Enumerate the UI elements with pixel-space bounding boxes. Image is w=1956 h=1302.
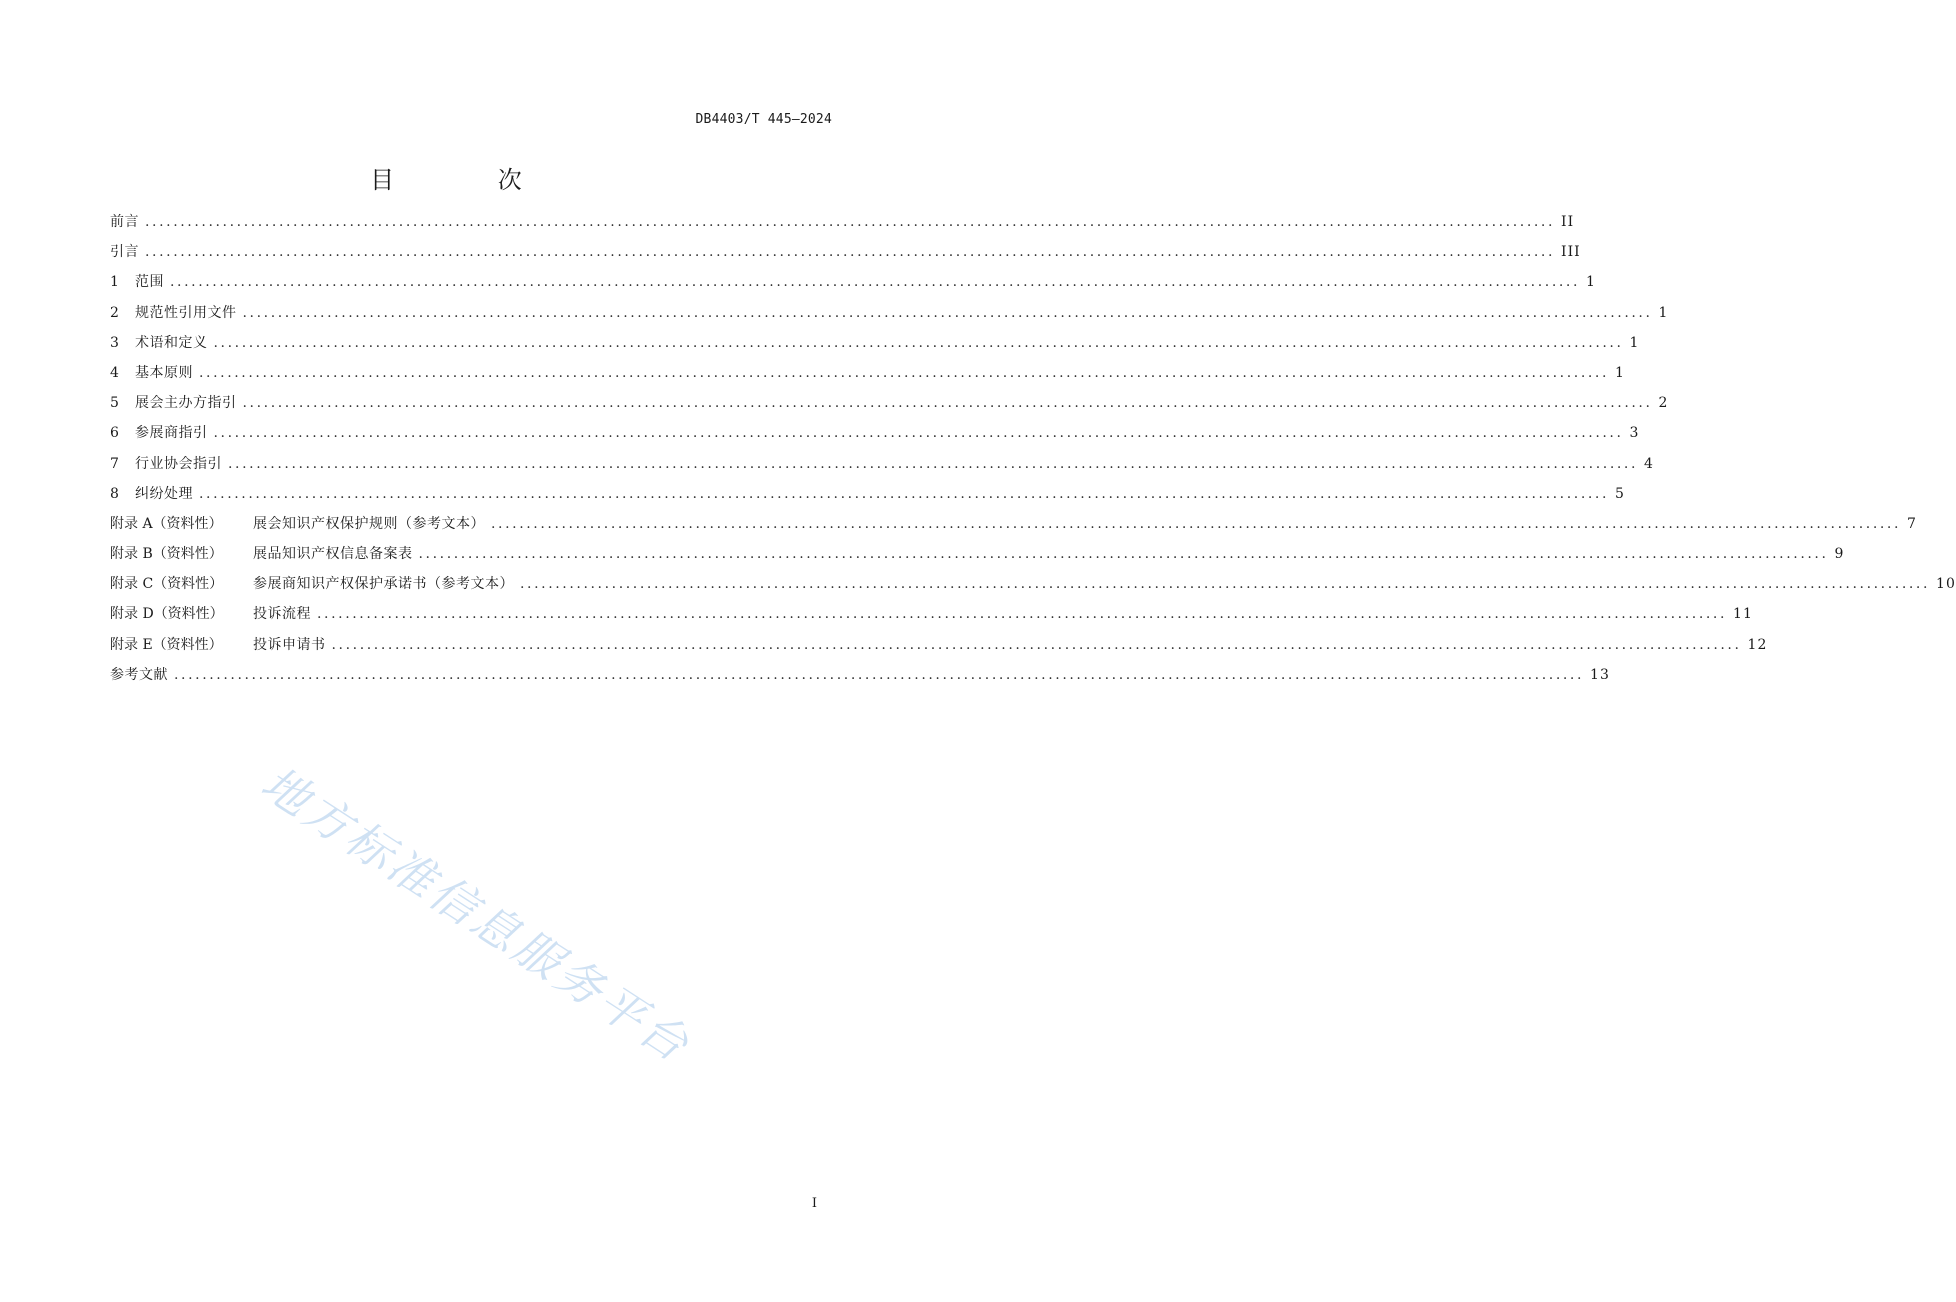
toc-entry-number: 3	[110, 334, 119, 351]
toc-entry-title: 参展商指引	[135, 425, 208, 442]
toc-entry-page: 9	[1834, 546, 1845, 563]
toc-entry-title: 基本原则	[135, 364, 193, 381]
toc-entry-page: 1	[1615, 364, 1625, 381]
toc-entry-page: 12	[1747, 636, 1768, 653]
toc-dot-leader: ........................................................................................................................................................................................................	[491, 515, 1902, 532]
toc-entry-title: 参展商知识产权保护承诺书（参考文本）	[253, 576, 514, 593]
toc-entry-page: 1	[1658, 304, 1669, 321]
toc-entry-page: 1	[1586, 274, 1596, 291]
toc-entry-appendix-label: 附录 E（资料性）	[110, 636, 223, 653]
table-of-contents	[110, 207, 1956, 690]
toc-entry-page: 3	[1629, 425, 1640, 442]
toc-dot-leader: ........................................................................................................................................................................................................	[199, 485, 1610, 502]
toc-entry[interactable]	[110, 539, 1845, 569]
toc-entry[interactable]	[110, 599, 1753, 629]
toc-entry-number: 1	[110, 274, 119, 291]
toc-entry[interactable]	[110, 509, 1917, 539]
toc-entry-page: 5	[1615, 485, 1625, 502]
toc-entry-number: 5	[110, 395, 119, 412]
toc-entry-title: 行业协会指引	[135, 455, 222, 472]
toc-entry-appendix-label: 附录 B（资料性）	[110, 546, 223, 563]
toc-dot-leader: ........................................................................................................................................................................................................	[317, 606, 1728, 623]
page-number: I	[811, 1196, 817, 1211]
toc-dot-leader: ........................................................................................................................................................................................................	[174, 666, 1585, 683]
toc-dot-leader: ........................................................................................................................................................................................................	[170, 274, 1581, 291]
toc-entry-title: 投诉申请书	[253, 636, 326, 653]
toc-entry-title: 范围	[135, 274, 164, 291]
toc-entry-page: III	[1561, 244, 1581, 261]
toc-entry[interactable]	[110, 630, 1768, 660]
toc-entry-page: 11	[1733, 606, 1753, 623]
toc-entry[interactable]	[110, 328, 1640, 358]
toc-entry[interactable]	[110, 479, 1625, 509]
toc-entry-title: 术语和定义	[135, 334, 208, 351]
toc-dot-leader: ........................................................................................................................................................................................................	[228, 455, 1639, 472]
toc-dot-leader: ........................................................................................................................................................................................................	[199, 364, 1610, 381]
toc-entry[interactable]	[110, 418, 1640, 448]
toc-dot-leader: ........................................................................................................................................................................................................	[520, 576, 1931, 593]
toc-entry[interactable]	[110, 660, 1610, 690]
toc-entry-page: II	[1561, 214, 1575, 230]
toc-entry-page: 2	[1658, 395, 1669, 412]
toc-dot-leader: ........................................................................................................................................................................................................	[242, 304, 1653, 321]
toc-entry[interactable]	[110, 298, 1669, 328]
toc-entry[interactable]	[110, 237, 1581, 267]
toc-entry-page: 7	[1907, 515, 1917, 532]
watermark: 地方标准信息服务平台	[251, 755, 701, 1074]
toc-entry-title: 前言	[110, 214, 139, 230]
toc-dot-leader: ........................................................................................................................................................................................................	[242, 395, 1653, 412]
toc-dot-leader: ........................................................................................................................................................................................................	[213, 334, 1624, 351]
toc-dot-leader: ........................................................................................................................................................................................................	[145, 214, 1556, 230]
toc-entry-appendix-label: 附录 A（资料性）	[110, 515, 223, 532]
toc-entry-title: 引言	[110, 244, 139, 261]
toc-entry-number: 7	[110, 455, 119, 472]
toc-entry[interactable]	[110, 267, 1596, 297]
toc-entry-title: 展会主办方指引	[135, 395, 237, 412]
toc-title: 目 次	[370, 166, 570, 194]
toc-entry-appendix-label: 附录 C（资料性）	[110, 576, 224, 593]
toc-entry-title: 规范性引用文件	[135, 304, 237, 321]
toc-entry-title: 展会知识产权保护规则（参考文本）	[253, 515, 485, 532]
toc-entry-title: 参考文献	[110, 666, 168, 683]
toc-entry[interactable]	[110, 449, 1654, 479]
toc-entry-number: 8	[110, 485, 119, 502]
toc-dot-leader: ........................................................................................................................................................................................................	[213, 425, 1624, 442]
toc-entry[interactable]	[110, 358, 1625, 388]
toc-entry[interactable]	[110, 207, 1575, 237]
toc-entry-page: 4	[1644, 455, 1654, 472]
toc-entry[interactable]	[110, 569, 1956, 599]
toc-entry-number: 2	[110, 304, 119, 321]
toc-entry-page: 10	[1936, 576, 1956, 593]
toc-dot-leader: ........................................................................................................................................................................................................	[145, 244, 1556, 261]
toc-entry[interactable]	[110, 388, 1669, 418]
document-code: DB4403/T 445—2024	[695, 112, 832, 127]
toc-entry-page: 13	[1590, 666, 1610, 683]
toc-entry-appendix-label: 附录 D（资料性）	[110, 606, 224, 623]
toc-entry-title: 展品知识产权信息备案表	[253, 546, 413, 563]
toc-entry-number: 4	[110, 364, 119, 381]
toc-entry-title: 纠纷处理	[135, 485, 193, 502]
toc-entry-page: 1	[1629, 334, 1640, 351]
toc-entry-title: 投诉流程	[253, 606, 311, 623]
toc-entry-number: 6	[110, 425, 119, 442]
toc-dot-leader: ........................................................................................................................................................................................................	[418, 546, 1829, 563]
toc-dot-leader: ........................................................................................................................................................................................................	[331, 636, 1742, 653]
